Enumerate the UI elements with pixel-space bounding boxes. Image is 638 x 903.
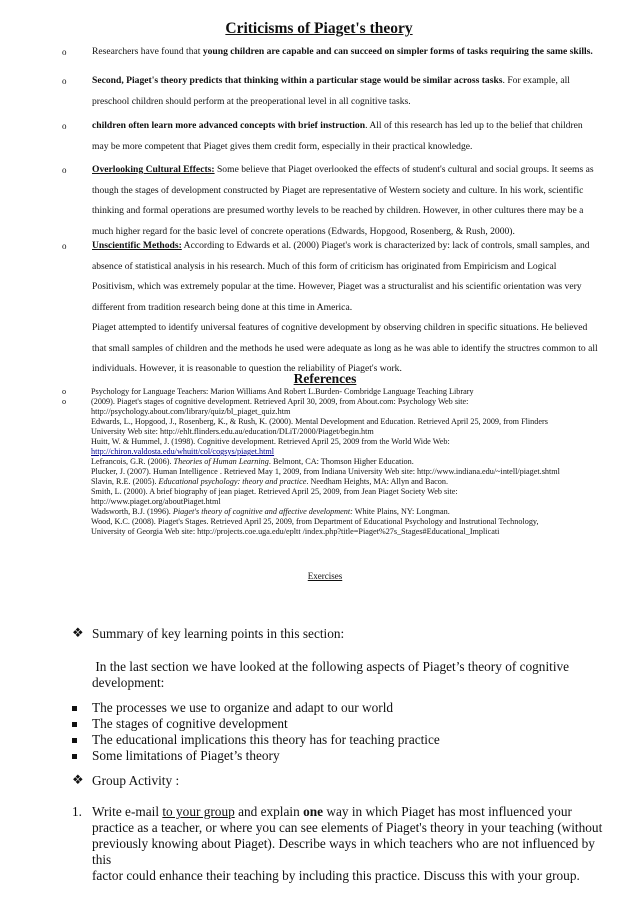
activity-number: 1.	[72, 804, 82, 819]
reference-link-line[interactable]	[91, 447, 621, 457]
activity-line: previously knowing about Piaget). Describe ways in which teachers who are not influenced by this	[92, 836, 595, 867]
reference-line	[62, 387, 621, 397]
criticism-text: preschool children should perform at the preoperational level in all cognitive tasks.	[92, 95, 411, 107]
reference-line	[91, 417, 621, 427]
square-bullet-icon	[72, 722, 77, 727]
summary-heading: Summary of key learning points in this section:	[92, 626, 345, 641]
reference-text: . Needham Heights, MA: Allyn and Bacon.	[306, 477, 449, 486]
reference-text: White Plains, NY: Longman.	[352, 507, 450, 516]
criticism-text: Some believe that Piaget overlooked the effects of student's cultural and social groups. It seems as	[214, 164, 594, 175]
circle-bullet-icon: o	[62, 165, 67, 175]
criticism-text: much higher regard for the basic level of concrete operations (Edwards, Hopgood, Rosenberg, & Rush, 2000).	[92, 225, 515, 237]
summary-point: The educational implications this theory has for teaching practice	[92, 732, 440, 747]
circle-bullet-icon: o	[62, 387, 67, 396]
references-heading: References	[293, 371, 357, 386]
criticism-text: . All of this research has led up to the belief that children	[365, 120, 583, 131]
criticism-emphasis: children often learn more advanced concepts with brief instruction	[92, 120, 366, 131]
criticism-text: Piaget attempted to identify universal features of cognitive development by observing children in specific situations. He believed	[92, 322, 588, 333]
reference-book-title: Piaget's theory of cognitive and affective development:	[172, 507, 353, 516]
diamond-bullet-icon: ❖	[72, 625, 84, 640]
reference-line	[62, 397, 621, 407]
criticism-text: may be more competent that Piaget gives them credit form, especially in their practical knowledge.	[92, 140, 473, 152]
reference-line	[91, 427, 621, 437]
reference-line	[91, 407, 621, 417]
activity-bold: one	[303, 804, 324, 819]
summary-point: Some limitations of Piaget’s theory	[92, 748, 280, 763]
reference-text: Slavin, R.E. (2005).	[91, 477, 159, 486]
reference-text: http://www.piaget.org/aboutPiaget.html	[91, 497, 221, 506]
page-title: Criticisms of Piaget's theory	[225, 20, 413, 37]
criticism-text: though the stages of development constructed by Piaget are representative of Western society and culture. In his work, scientific	[92, 184, 584, 196]
summary-intro: In the last section we have looked at the following aspects of Piaget’s theory of cognitive	[92, 659, 570, 674]
reference-line	[91, 527, 621, 537]
square-bullet-icon	[72, 738, 77, 743]
reference-text: http://psychology.about.com/library/quiz/bl_piaget_quiz.htm	[91, 407, 291, 416]
criticism-item-5	[62, 236, 604, 380]
activity-line: factor could enhance their teaching by including this practice. Discuss this with your group.	[92, 868, 580, 883]
criticism-text: thinking and formal operations are presumed worthy levels to be reached by children. However, in other cultures there may be a	[92, 205, 584, 216]
references-list	[62, 387, 621, 537]
activity-text-part: way in which Piaget has most influenced your	[323, 804, 572, 819]
reference-text: Plucker, J. (2007). Human Intelligence . Retrieved May 1, 2009, from Indiana University Web site: http://www.indiana.edu/~intell/piaget.shtml	[91, 467, 560, 476]
activity-line: practice as a teacher, or where you can see elements of Piaget's theory in your teaching (without	[92, 820, 603, 835]
criticism-item-3	[62, 116, 604, 157]
circle-bullet-icon: o	[62, 397, 67, 406]
reference-book-title: Educational psychology: theory and practice	[158, 477, 307, 486]
criticism-heading: Unscientific Methods:	[92, 240, 182, 251]
circle-bullet-icon: o	[62, 47, 67, 57]
reference-text: University Web site: http://ehlt.flinders.edu.au/education/DLiT/2000/Piaget/begin.htm	[91, 427, 374, 436]
reference-line	[91, 507, 621, 517]
circle-bullet-icon: o	[62, 76, 67, 86]
reference-text: (2009). Piaget's stages of cognitive development. Retrieved April 30, 2009, from About.com: Psychology Web site:	[91, 397, 469, 406]
criticism-emphasis: Second, Piaget's theory predicts that thinking within a particular stage would be similar across tasks	[92, 75, 503, 86]
reference-line	[91, 457, 621, 467]
reference-line	[91, 497, 621, 507]
activity-underlined: to your group	[162, 804, 235, 819]
reference-book-title: Theories of Human Learning	[173, 457, 269, 466]
circle-bullet-icon: o	[62, 241, 67, 251]
reference-line	[91, 517, 621, 527]
criticism-text: individuals. However, it is reasonable to question the reliability of Piaget's work.	[92, 363, 402, 374]
reference-line	[91, 467, 621, 477]
summary-point: The stages of cognitive development	[92, 716, 288, 731]
exercises-heading: Exercises	[307, 571, 343, 581]
reference-text: Wadsworth, B.J. (1996).	[91, 507, 173, 516]
summary-intro-cont: development:	[92, 675, 165, 690]
criticism-emphasis: young children are capable and can succeed on simpler forms of tasks requiring the same skills.	[202, 46, 593, 57]
reference-text: Wood, K.C. (2008). Piaget's Stages. Retrieved April 25, 2009, from Department of Educational Psychology and Instrutional Technology,	[91, 517, 539, 526]
activity-text-part: and explain	[234, 804, 304, 819]
reference-text: . Belmont, CA: Thomson Higher Education.	[268, 457, 414, 466]
summary-point: The processes we use to organize and adapt to our world	[92, 700, 394, 715]
reference-text: Smith, L. (2000). A brief biography of jean piaget. Retrieved April 25, 2009, from Jean Piaget Society Web site:	[91, 487, 458, 496]
criticism-text: that small samples of children and the methods he used were adequate as long as he was able to identify the structres common to all	[92, 342, 598, 354]
criticism-item-2	[62, 71, 604, 112]
diamond-bullet-icon: ❖	[72, 772, 84, 787]
reference-line	[91, 477, 621, 487]
group-activity-heading: Group Activity :	[92, 773, 180, 788]
reference-text: Edwards, L., Hopgood, J., Rosenberg, K., & Rush, K. (2000). Mental Development and Education. Retrieved April 25, 2009, from Flinders	[91, 417, 548, 426]
criticism-text: different from tradition research being done at this time in America.	[92, 301, 353, 313]
criticism-text: Researchers have found that	[92, 46, 203, 57]
circle-bullet-icon: o	[62, 121, 67, 131]
square-bullet-icon	[72, 706, 77, 711]
criticism-text: Positivism, which was extremely popular at the time. However, Piaget was a structuralist and his scientific orientation was very	[92, 281, 582, 292]
square-bullet-icon	[72, 754, 77, 759]
activity-text	[92, 804, 612, 884]
reference-text: Lefrancois, G.R. (2006).	[91, 457, 174, 466]
criticism-text: . For example, all	[502, 75, 570, 86]
criticism-text: absence of statistical analysis in his research. Much of this form of criticism has originated from Empiricism and Logical	[92, 260, 557, 272]
reference-line	[91, 487, 621, 497]
activity-text-part: Write e-mail	[92, 804, 163, 819]
criticism-item-1	[62, 42, 604, 63]
reference-url-link[interactable]: http://chiron.valdosta.edu/whuitt/col/cogsys/piaget.html	[91, 447, 275, 456]
criticism-text: According to Edwards et al. (2000) Piaget's work is characterized by: lack of controls, small samples, and	[181, 240, 590, 251]
reference-text: Huitt, W. & Hummel, J. (1998). Cognitive development. Retrieved April 25, 2009 from the World Wide Web:	[91, 437, 450, 446]
reference-text: University of Georgia Web site: http://projects.coe.uga.edu/epltt /index.php?title=Piaget%27s_Stages#Educational_Implicati	[91, 527, 500, 536]
criticism-heading: Overlooking Cultural Effects:	[92, 164, 215, 175]
reference-text: Psychology for Language Teachers: Marion Williams And Robert L.Burden- Combridge Language Teaching Library	[91, 387, 474, 396]
reference-line	[91, 437, 621, 447]
criticism-item-4	[62, 160, 604, 242]
